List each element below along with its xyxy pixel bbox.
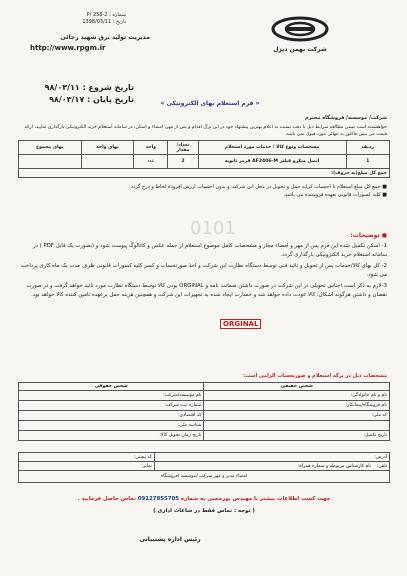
sign-field[interactable]: امضاء مدیر و مهر شرکت /موسسه /فروشگاه — [19, 471, 390, 483]
fax-field[interactable]: نمابر: — [19, 462, 155, 471]
start-date: تاریخ شروع : ۹۸/۰۳/۱۱ — [44, 83, 134, 92]
note-1: 1- اسکن تکمیل شده این فرم پس از مهر و امضاء مجاز و مشخصات کامل موضوع استعلام از جمله عکس و کاتالوگ پیوست شود و (بصورت یک فایل PDF ) در سامانه استعلام خرید الکترونیکی بارگذاری گردد. — [32, 243, 387, 258]
items-table — [18, 140, 390, 178]
address-field[interactable]: آدرس: — [155, 453, 390, 462]
row-unit: عدد — [134, 155, 168, 169]
seller-legal-field[interactable]: نام موسسه/شرکت: — [19, 391, 204, 401]
company-name: شرکت بهمن دیزل — [273, 46, 327, 53]
number-label: شماره : — [109, 12, 126, 18]
number-value: P/ 258-2 — [86, 12, 108, 18]
seller-legal-field[interactable]: شماره ثبت شرکت: — [19, 401, 204, 411]
col-desc: مشخصات ونوع کالا / خدمات مورد استعلام — [198, 141, 346, 155]
addressee: شرکت/ موسسه/ فروشگاه محترم — [304, 115, 387, 121]
note-3: 3-لازم به ذکر است اجناس تحویلی در این شرکت در صورت داشتن ضمانت نامه و ORGINAL بودن کالا توسط دستگاه نظارت مورد تائید خواهد گرفت و در صورت نقصان و داشتن هرگونه اشکال، کالا عودت داده خواهد شد و خسارت ایجاد شده به تجهیزات این شرکت و همچنین هزینه حمل برعهده تامین کننده کالا خواهد بود. — [26, 283, 387, 298]
date-label: تاریخ : — [112, 19, 126, 25]
office-hours-note: ( توجه : تماس فقط در ساعات اداری ) — [153, 508, 255, 514]
row-desc: اتصل میکرو فیلتر AF2406-M قرمز ثانویه — [198, 155, 346, 169]
items-table-header — [19, 141, 390, 155]
org-url: http://www.rpgm.ir — [30, 44, 106, 52]
col-unit: واحد — [134, 141, 168, 155]
form-title: « فرم استعلام بهای الکترونیکی » — [160, 100, 260, 107]
row-unit-price — [81, 155, 134, 169]
end-date: تاریخ پایان : ۹۸/۰۳/۱۷ — [49, 95, 134, 104]
seller-col-legal: شخص حقوقی — [19, 383, 204, 391]
postal-code-field[interactable]: کد پستی: — [19, 453, 155, 462]
row-index: 1 — [346, 155, 389, 169]
seller-col-natural: شخص حقیقی — [204, 383, 390, 391]
original-badge: ORGINAL — [220, 319, 261, 329]
seller-natural-field[interactable]: کد ملی: — [204, 411, 390, 421]
col-index: ردیف — [346, 141, 389, 155]
col-unit-price: بهای واحد — [81, 141, 134, 155]
info-suffix: تماس حاصل فرمایید . — [77, 496, 136, 502]
row-total — [19, 155, 82, 169]
sum-row — [19, 169, 390, 178]
seller-natural-field[interactable] — [204, 421, 390, 431]
table-row — [19, 155, 390, 169]
row-qty: 2 — [168, 155, 198, 169]
condition-1: ■ جمع کل مبلغ استعلام با احتساب کرایه حمل و تحویل در محل این شرکت و بدون احتساب ارزش افزوده لحاظ و درج گردد. — [129, 184, 387, 190]
notes-title: ● توضیحات: — [350, 232, 387, 239]
org-name: مدیریت تولید برق شهید رجائی — [60, 34, 150, 41]
seller-natural-field[interactable]: نام و نام خانوادگی: — [204, 391, 390, 401]
seller-natural-field[interactable]: نام فروشگاه/پیمانکار: — [204, 401, 390, 411]
seller-legal-field[interactable]: شناسه ملی: — [19, 421, 204, 431]
conditions — [19, 183, 387, 199]
seller-table — [18, 382, 390, 441]
signature-label: رئیس اداره پشتیبانی — [139, 536, 201, 543]
seller-legal-field[interactable]: تاریخ زمان تحویل کالا: — [19, 431, 204, 441]
seller-natural-field[interactable]: تاریخ تکمیل: — [204, 431, 390, 441]
doc-meta — [36, 12, 126, 26]
info-line — [18, 496, 390, 502]
company-logo — [270, 16, 330, 52]
contact-table — [18, 452, 390, 483]
condition-2: ■ کلیه کسورات قانونی بعهده فروشنده می باشد. — [283, 192, 387, 198]
date-value: 1398/03/11 — [82, 19, 112, 25]
info-phone[interactable]: 09127855705 — [137, 496, 180, 502]
sum-label: جمع کل مبلغ(به حروف): — [19, 169, 390, 178]
col-qty: تعداد/ مقدار — [168, 141, 198, 155]
agent-field: نام کارشناس مربوطه و شماره همراه: — [297, 463, 371, 469]
note-2: 2- کل بهای کالا/خدمات پس از تحویل و تائید فنی توسط دستگاه نظارت این شرکت و اخذ صورتحساب و کسر کلیه کسورات قانونی ظرف مدت یک ماه کاری پرداخت می شود. — [20, 263, 387, 278]
seller-legal-field[interactable]: کد اقتصادی: — [19, 411, 204, 421]
intro-text: خواهشمند است ضمن مطالعه شرایط ذیل با دقت نسبت به اعلام بهترین پیشنهاد خود در این برگ اقدام و پس از مهر، امضاء و اسکن، در سامانه استعلام خرید الکترونیکی بارگذاری نمایید، ارائه قیمت می بیش فاکتور به تنهائی مورد قبول نمی باشد. — [24, 125, 387, 137]
col-total: بهای مجموع — [19, 141, 82, 155]
bahman-logo-icon — [270, 16, 330, 42]
watermark: 0101 — [190, 218, 236, 239]
notes — [19, 242, 387, 300]
info-prefix: جهت کسب اطلاعات بیشتر با مهندس پورمحبی به شماره — [180, 496, 331, 502]
phone-field[interactable]: تلفن: نام کارشناس مربوطه و شماره همراه: — [155, 462, 390, 471]
seller-section-title: مشخصات ذیل در برگه استعلام و صورتحساب الزامی است: — [243, 373, 387, 379]
